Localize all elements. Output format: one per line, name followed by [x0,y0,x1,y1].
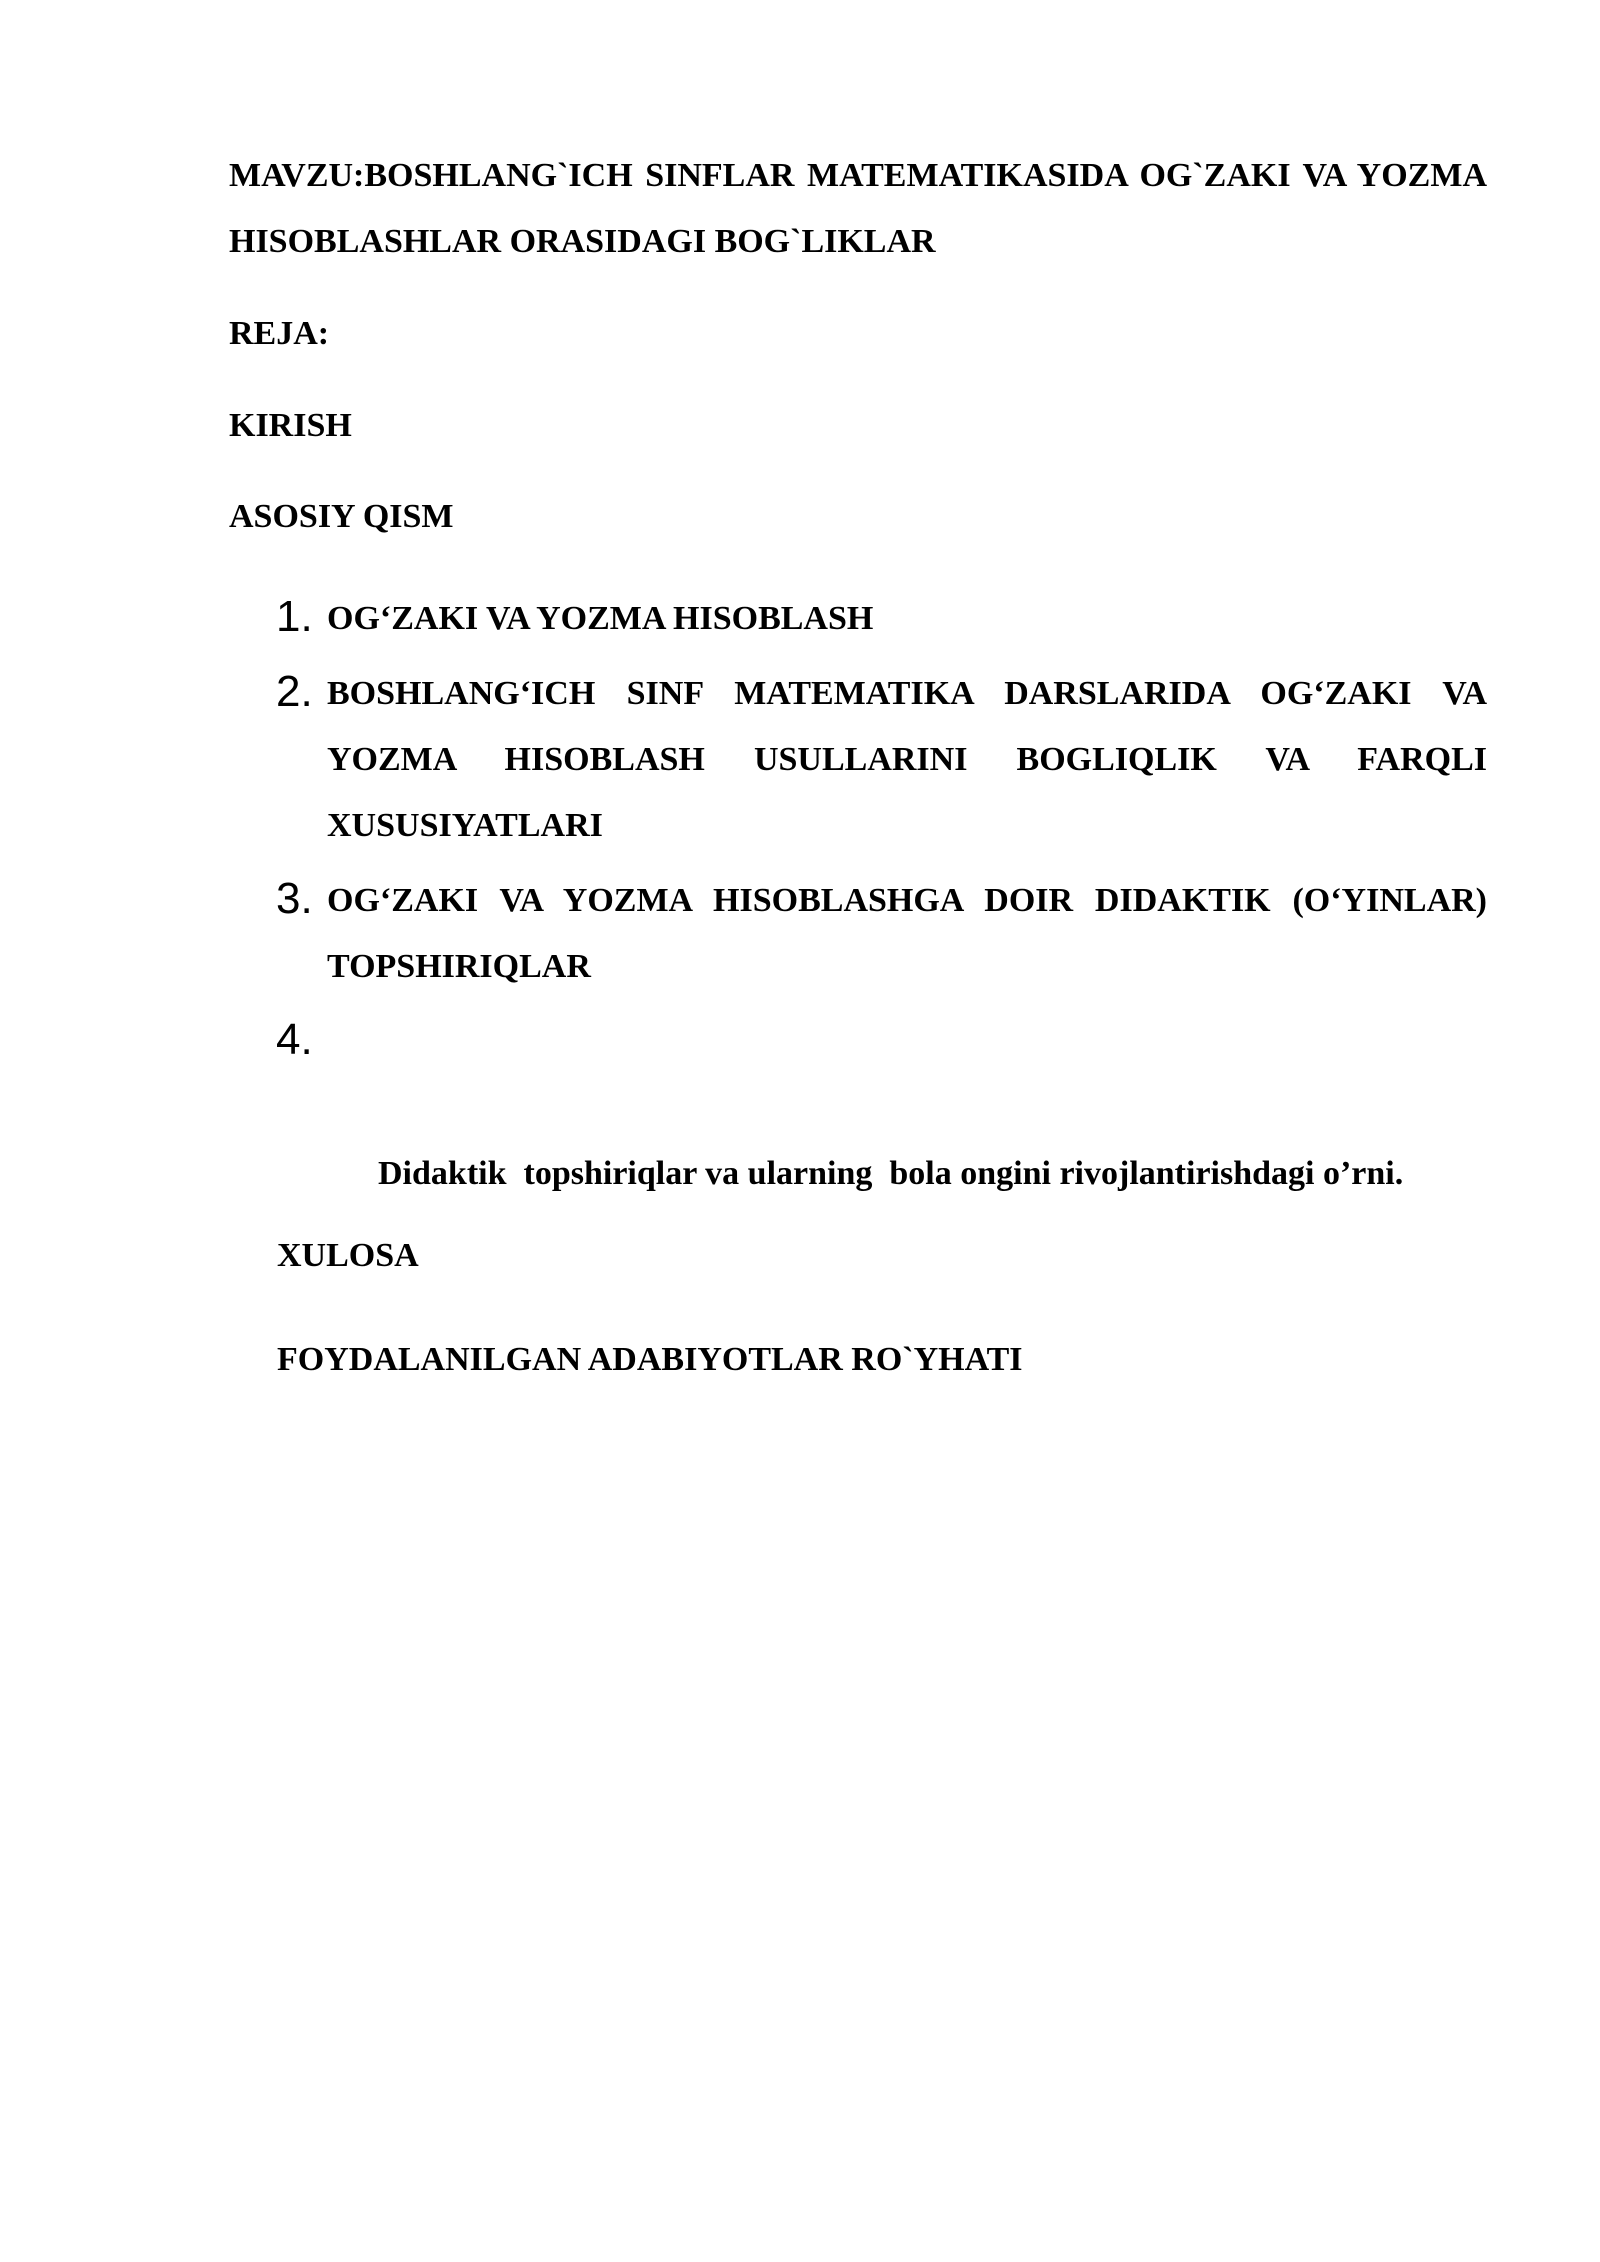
list-item-number: 2. [276,667,313,716]
list-item [276,868,1487,1000]
document-title: MAVZU:BOSHLANG`ICH SINFLAR MATEMATIKASIDA OG`ZAKI VA YOZMA HISOBLASHLAR ORASIDAGI BOG`LIKLAR [229,157,1487,260]
list-item-number: 4. [276,1015,313,1064]
list-item-text: BOSHLANG‘ICH SINF MATEMATIKA DARSLARIDA OG‘ZAKI VA YOZMA HISOBLASH USULLARINI BOGLIQLIK VA FARQLI XUSUSIYATLARI [327,675,1487,844]
list-item [276,586,1487,652]
plan-heading: REJA: [229,315,330,352]
list-item [276,661,1487,859]
references-heading: FOYDALANILGAN ADABIYOTLAR RO`YHATI [277,1341,1023,1378]
list-item-text: OG‘ZAKI VA YOZMA HISOBLASH [327,600,874,637]
plan-list [276,586,1487,1282]
main-part-heading: ASOSIY QISM [229,498,454,535]
list-item [276,1009,1487,1273]
intro-heading: KIRISH [229,407,352,444]
list-item-number: 3. [276,874,313,923]
conclusion-heading: XULOSA [277,1237,419,1274]
list-item-text: OG‘ZAKI VA YOZMA HISOBLASHGA DOIR DIDAKTIK (O‘YINLAR) TOPSHIRIQLAR [327,882,1487,985]
list-item-text: Didaktik topshiriqlar va ularning bola ongini rivojlantirishdagi o’rni. [378,1155,1404,1192]
list-item-number: 1. [276,592,313,641]
